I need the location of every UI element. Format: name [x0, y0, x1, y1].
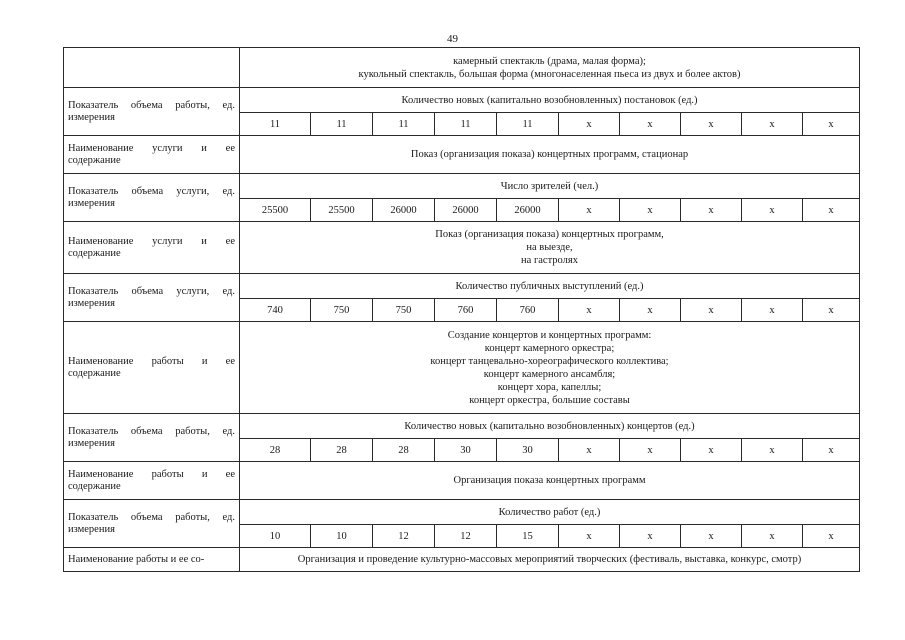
value-cell: x — [681, 525, 742, 548]
table-row — [64, 548, 860, 572]
content-line: Создание концертов и концертных программ: — [447, 329, 652, 341]
value-cell: x — [620, 299, 681, 322]
row-label — [64, 48, 240, 88]
content-line: концерт камерного оркестра; — [484, 342, 615, 354]
value-cell: 28 — [311, 439, 373, 462]
row-label: Показатель объема услуги, ед. измерения — [64, 174, 240, 222]
content-line: концерт камерного ансамбля; — [483, 368, 616, 380]
value-cell: x — [620, 439, 681, 462]
value-cell: 12 — [435, 525, 497, 548]
value-cell: 11 — [497, 113, 559, 136]
indicator-header: Число зрителей (чел.) — [240, 174, 860, 199]
content-line: концерт оркестра, большие составы — [469, 394, 630, 406]
value-cell: 25500 — [311, 199, 373, 222]
content-line: Организация показа концертных программ — [453, 475, 646, 486]
value-cell: x — [681, 439, 742, 462]
indicator-header: Количество новых (капитально возобновленных) концертов (ед.) — [240, 414, 860, 439]
value-cell: 25500 — [240, 199, 311, 222]
content-line: Организация и проведение культурно-массовых мероприятий творческих (фестиваль, выставка, конкурс, смотр) — [297, 554, 802, 565]
value-cell: 11 — [311, 113, 373, 136]
row-label: Наименование работы и ее содержание — [64, 462, 240, 500]
value-cell: 28 — [240, 439, 311, 462]
value-cell: 740 — [240, 299, 311, 322]
table-row — [64, 274, 860, 299]
value-cell: 760 — [435, 299, 497, 322]
value-cell: x — [559, 113, 620, 136]
table-row — [64, 222, 860, 274]
value-cell: 30 — [435, 439, 497, 462]
content-line: на гастролях — [521, 255, 578, 266]
row-content — [240, 136, 860, 174]
content-line: концерт танцевально-хореографического коллектива; — [430, 355, 669, 367]
table-row — [64, 462, 860, 500]
content-line: Показ (организация показа) концертных программ, стационар — [410, 149, 689, 160]
table-row — [64, 322, 860, 414]
row-content — [240, 462, 860, 500]
indicator-header: Количество новых (капитально возобновленных) постановок (ед.) — [240, 88, 860, 113]
services-table — [63, 47, 860, 572]
value-cell: x — [803, 439, 860, 462]
row-content — [240, 322, 860, 414]
value-cell: 30 — [497, 439, 559, 462]
value-cell: x — [803, 525, 860, 548]
value-cell: x — [803, 299, 860, 322]
row-content — [240, 548, 860, 572]
value-cell: 11 — [240, 113, 311, 136]
value-cell: 750 — [373, 299, 435, 322]
value-cell: x — [620, 113, 681, 136]
value-cell: x — [559, 525, 620, 548]
value-cell: 760 — [497, 299, 559, 322]
row-content — [240, 48, 860, 88]
row-label: Показатель объема работы, ед. измерения — [64, 414, 240, 462]
value-cell: 26000 — [373, 199, 435, 222]
table-row — [64, 500, 860, 525]
table-row — [64, 136, 860, 174]
value-cell: x — [681, 113, 742, 136]
value-cell: 12 — [373, 525, 435, 548]
value-cell: x — [559, 199, 620, 222]
value-cell: 28 — [373, 439, 435, 462]
content-line: Показ (организация показа) концертных программ, — [435, 229, 664, 240]
row-label: Наименование услуги и ее содержание — [64, 222, 240, 274]
row-content — [240, 222, 860, 274]
value-cell: x — [620, 199, 681, 222]
value-cell: x — [620, 525, 681, 548]
value-cell: x — [803, 199, 860, 222]
content-line: концерт хора, капеллы; — [497, 381, 602, 393]
value-cell: x — [742, 299, 803, 322]
table-row — [64, 174, 860, 199]
value-cell: 26000 — [497, 199, 559, 222]
indicator-header: Количество работ (ед.) — [240, 500, 860, 525]
value-cell: x — [803, 113, 860, 136]
value-cell: 15 — [497, 525, 559, 548]
value-cell: 10 — [240, 525, 311, 548]
table-row — [64, 48, 860, 88]
content-line: кукольный спектакль, большая форма (многонаселенная пьеса из двух и более актов) — [358, 68, 741, 80]
row-label: Показатель объема услуги, ед. измерения — [64, 274, 240, 322]
page-number: 49 — [447, 33, 458, 45]
value-cell: x — [559, 299, 620, 322]
content-line: камерный спектакль (драма, малая форма); — [453, 55, 646, 67]
row-label: Наименование работы и ее со- — [64, 548, 240, 572]
table-row — [64, 414, 860, 439]
value-cell: x — [742, 199, 803, 222]
value-cell: x — [742, 113, 803, 136]
value-cell: x — [742, 525, 803, 548]
value-cell: x — [681, 199, 742, 222]
content-line: на выезде, — [526, 242, 573, 253]
value-cell: 750 — [311, 299, 373, 322]
table-row — [64, 88, 860, 113]
value-cell: 10 — [311, 525, 373, 548]
value-cell: 11 — [373, 113, 435, 136]
row-label: Показатель объема работы, ед. измерения — [64, 500, 240, 548]
row-label: Показатель объема работы, ед. измерения — [64, 88, 240, 136]
value-cell: x — [742, 439, 803, 462]
indicator-header: Количество публичных выступлений (ед.) — [240, 274, 860, 299]
row-label: Наименование услуги и ее содержание — [64, 136, 240, 174]
value-cell: 11 — [435, 113, 497, 136]
row-label: Наименование работы и ее содержание — [64, 322, 240, 414]
value-cell: x — [559, 439, 620, 462]
value-cell: 26000 — [435, 199, 497, 222]
value-cell: x — [681, 299, 742, 322]
